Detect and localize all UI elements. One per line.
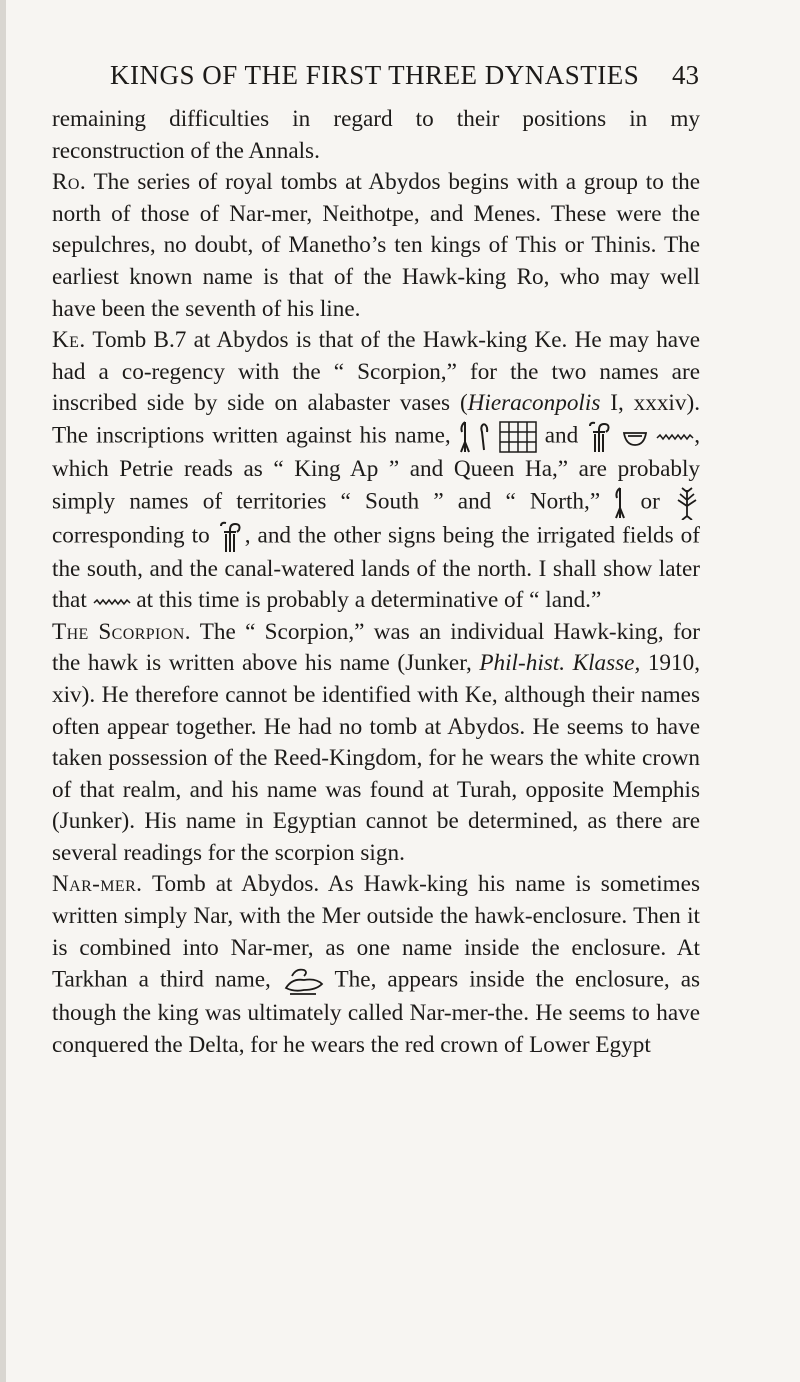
catfish-icon <box>282 964 324 998</box>
citation-italic: Hieraconpolis <box>467 390 601 417</box>
paragraph-ke: Ke. Tomb B.7 at Abydos is that of the Hawk-king Ke. He may have had a co-regency with the “ Scorpion,” for the two names are inscribed side by side on alabaster vases (Hieraconpolis I, xxxiv). The inscriptions written against his name, and , which Petrie reads as “ King Ap ” and Queen Ha,” are probably simply names of territories “ South ” and “ North,” or corresponding to , and the other signs being the irrigated fields of the south, and the canal-watered lands of the north. I shall show later that at this time is probably a determinative of “ land.” <box>52 327 701 614</box>
page-edge-shadow <box>0 0 6 1382</box>
paragraph-narmer: Nar-mer. Tomb at Abydos. As Hawk-king his name is sometimes written simply Nar, with the Mer outside the hawk-enclosure. Then it is combined into Nar-mer, as one name inside the enclosure. At Tarkhan a third name, The, appears inside the enclosure, as though the king was ultimately called Nar-mer-the. He seems to have conquered the Delta, for he wears the red crown of Lower Egypt <box>52 871 701 1058</box>
basket-icon <box>622 427 648 447</box>
flowering-reed-icon <box>479 420 491 454</box>
water-ripple-icon <box>93 597 131 607</box>
section-head-ro: Ro. <box>52 169 87 196</box>
citation-italic: Phil-hist. Klasse, <box>479 650 641 677</box>
page-number: 43 <box>672 60 699 90</box>
paragraph-ro: Ro. The series of royal tombs at Abydos begins with a group to the north of those of Nar-mer, Neithotpe, and Menes. These were the sepulchres, no doubt, of Manetho’s ten kings of This or Thinis. The earliest known name is that of the Hawk-king Ro, who may well have been the seventh of his line. <box>52 169 700 322</box>
running-head: KINGS OF THE FIRST THREE DYNASTIES <box>110 60 640 90</box>
sedge-plant-icon <box>614 486 626 520</box>
section-head-scorpion: The Scorpion. <box>52 618 191 645</box>
section-head-narmer: Nar-mer. <box>52 871 143 898</box>
body-text <box>52 104 700 1061</box>
scorpion-icon <box>586 420 614 454</box>
papyrus-icon <box>674 486 700 520</box>
section-head-ke: Ke. <box>52 327 86 354</box>
paragraph-continuation: remaining difficulties in regard to their positions in my reconstruction of the Annals. <box>52 106 700 164</box>
sedge-plant-icon <box>459 420 471 454</box>
land-grid-icon <box>499 421 537 453</box>
scorpion-icon <box>217 520 245 554</box>
paragraph-scorpion: The Scorpion. The “ Scorpion,” was an individual Hawk-king, for the hawk is written above his name (Junker, Phil-hist. Klasse, 1910, xiv). He therefore cannot be identified with Ke, although their names often appear together. He had no tomb at Abydos. He seems to have taken possession of the Reed-Kingdom, for he wears the white crown of that realm, and his name was found at Turah, opposite Memphis (Junker). His name in Egyptian cannot be determined, as there are several readings for the scorpion sign. <box>52 618 700 866</box>
water-ripple-icon <box>656 432 694 442</box>
